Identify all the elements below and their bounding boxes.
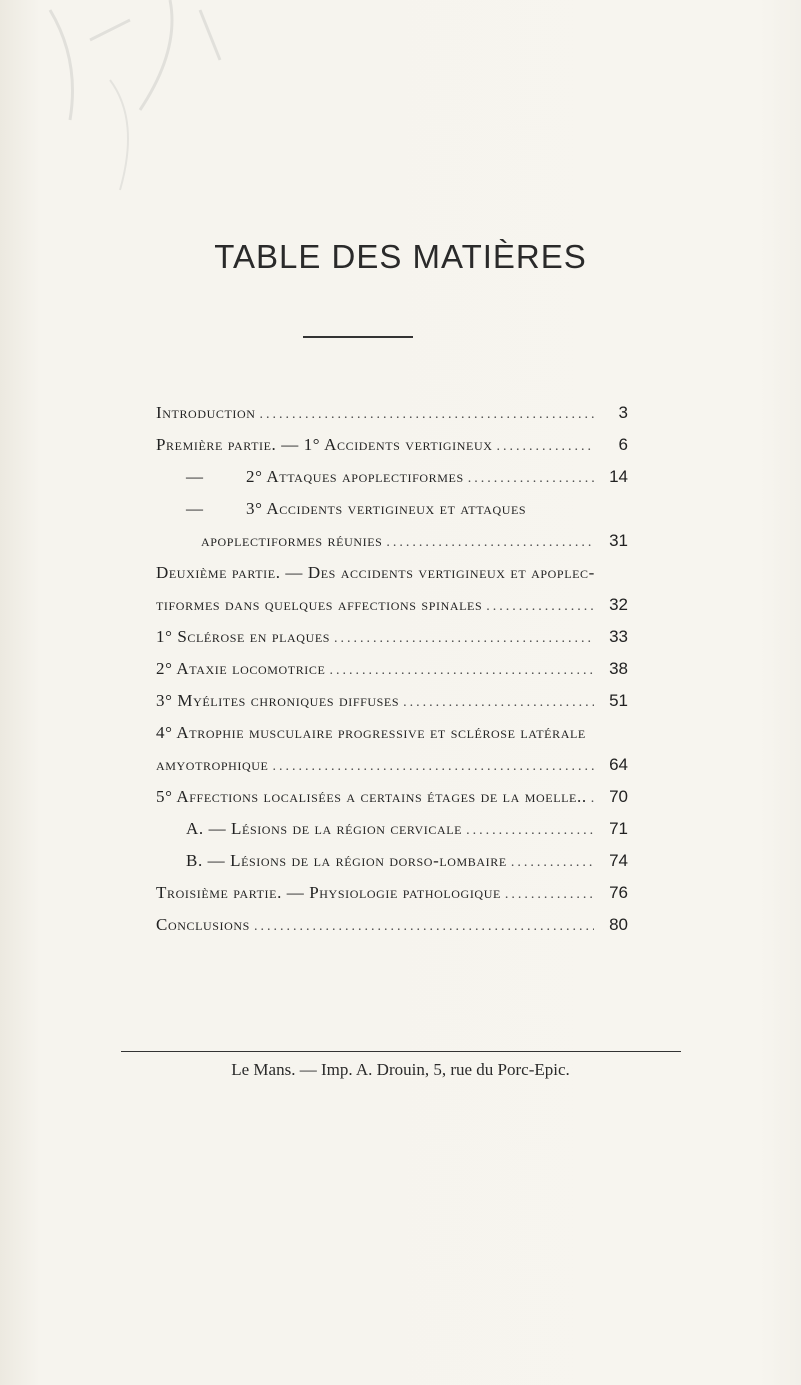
toc-entry xyxy=(156,877,628,909)
toc-page-number: 32 xyxy=(609,595,628,614)
title-rule xyxy=(303,336,413,338)
toc-page-number: 3 xyxy=(618,403,628,422)
toc-entry-text: 2° Attaques apoplectiformes xyxy=(246,467,464,486)
toc-entry-text: 3° Myélites chroniques diffuses xyxy=(156,691,400,710)
toc-line xyxy=(156,685,628,717)
toc-entry-text: Physiologie pathologique xyxy=(309,883,501,902)
toc-line xyxy=(156,621,628,653)
toc-entry-label xyxy=(186,461,464,493)
toc-entry-label xyxy=(156,557,595,589)
toc-entry-text: Conclusions xyxy=(156,915,250,934)
toc-page-number: 33 xyxy=(609,627,628,646)
page-title: TABLE DES MATIÈRES xyxy=(214,238,587,275)
toc-page-number: 14 xyxy=(609,467,628,486)
toc-entry-prefix: Première partie. — xyxy=(156,435,304,454)
toc-entry xyxy=(156,813,628,845)
table-of-contents xyxy=(156,397,628,941)
toc-line xyxy=(156,813,628,845)
dot-leader xyxy=(334,623,594,655)
toc-entry-text: 2° Ataxie locomotrice xyxy=(156,659,326,678)
toc-page-number: 74 xyxy=(609,851,628,870)
toc-entry xyxy=(156,461,628,493)
toc-entry-text: apoplectiformes réunies xyxy=(201,531,383,550)
toc-entry-label xyxy=(156,653,325,685)
dot-leader xyxy=(511,847,594,879)
toc-line xyxy=(156,589,628,621)
toc-entry-text: 1° Accidents vertigineux xyxy=(303,435,493,454)
toc-page-number: 64 xyxy=(609,755,628,774)
toc-page-number: 38 xyxy=(609,659,628,678)
toc-entry-label xyxy=(156,877,501,909)
dot-leader xyxy=(505,879,594,911)
toc-entry-prefix: Deuxième partie. — xyxy=(156,563,308,582)
toc-entry-label xyxy=(156,781,587,813)
toc-entry-text: tiformes dans quelques affections spinales xyxy=(156,595,483,614)
toc-line xyxy=(156,429,628,461)
dot-leader xyxy=(486,591,594,623)
dot-leader xyxy=(591,783,594,815)
bleed-through-marks xyxy=(20,0,260,200)
dot-leader xyxy=(329,655,594,687)
toc-entry-label xyxy=(156,429,493,461)
toc-page-number: 76 xyxy=(609,883,628,902)
toc-entry-text: Des accidents vertigineux et apoplec- xyxy=(307,563,595,582)
toc-entry xyxy=(156,621,628,653)
toc-entry-prefix: Troisième partie. — xyxy=(156,883,310,902)
dot-leader xyxy=(468,463,594,495)
toc-entry-prefix: — xyxy=(186,499,204,518)
toc-entry-label xyxy=(201,525,382,557)
toc-entry-label xyxy=(156,749,268,781)
toc-entry-prefix: — xyxy=(186,467,204,486)
footer-rule xyxy=(121,1051,681,1052)
toc-entry-label xyxy=(186,813,462,845)
toc-entry xyxy=(156,717,628,781)
toc-entry-label xyxy=(156,909,250,941)
toc-entry-label xyxy=(156,589,482,621)
toc-line xyxy=(156,749,628,781)
toc-line xyxy=(156,525,628,557)
toc-line xyxy=(156,781,628,813)
dot-leader xyxy=(272,751,594,783)
dot-leader xyxy=(254,911,594,943)
dot-leader xyxy=(466,815,594,847)
toc-line xyxy=(156,557,628,589)
toc-entry-text: 4° Atrophie musculaire progressive et sclérose latérale xyxy=(156,723,586,742)
dot-leader xyxy=(386,527,594,559)
toc-line xyxy=(156,909,628,941)
toc-page-number: 70 xyxy=(609,787,628,806)
toc-entry xyxy=(156,685,628,717)
toc-entry-label xyxy=(156,397,256,429)
dot-leader xyxy=(497,431,594,463)
toc-entry xyxy=(156,397,628,429)
toc-page-number: 51 xyxy=(609,691,628,710)
toc-entry-text: A. — Lésions de la région cervicale xyxy=(186,819,463,838)
toc-entry xyxy=(156,845,628,877)
toc-line xyxy=(156,461,628,493)
toc-entry-text: B. — Lésions de la région dorso-lombaire xyxy=(186,851,507,870)
toc-entry-label xyxy=(156,717,586,749)
toc-entry xyxy=(156,653,628,685)
toc-page-number: 71 xyxy=(609,819,628,838)
dot-leader xyxy=(403,687,594,719)
toc-line xyxy=(156,877,628,909)
toc-entry-text: amyotrophique xyxy=(156,755,269,774)
toc-line xyxy=(156,653,628,685)
toc-line xyxy=(156,717,628,749)
toc-entry xyxy=(156,909,628,941)
toc-page-number: 80 xyxy=(609,915,628,934)
toc-entry-text: Introduction xyxy=(156,403,256,422)
toc-entry-label xyxy=(186,845,507,877)
printer-imprint: Le Mans. — Imp. A. Drouin, 5, rue du Porc-Epic. xyxy=(231,1060,570,1079)
dot-leader xyxy=(260,399,594,431)
toc-entry xyxy=(156,557,628,621)
toc-entry-label xyxy=(156,685,399,717)
toc-page-number: 6 xyxy=(618,435,628,454)
toc-entry-text: 1° Sclérose en plaques xyxy=(156,627,331,646)
toc-entry-text: 3° Accidents vertigineux et attaques xyxy=(246,499,527,518)
toc-entry-label xyxy=(186,493,526,525)
toc-entry xyxy=(156,493,628,557)
toc-page-number: 31 xyxy=(609,531,628,550)
toc-entry-text: 5° Affections localisées a certains étages de la moelle.. xyxy=(156,787,587,806)
toc-line xyxy=(156,845,628,877)
toc-line xyxy=(156,397,628,429)
toc-line xyxy=(156,493,628,525)
toc-entry xyxy=(156,781,628,813)
toc-entry-label xyxy=(156,621,330,653)
toc-entry xyxy=(156,429,628,461)
